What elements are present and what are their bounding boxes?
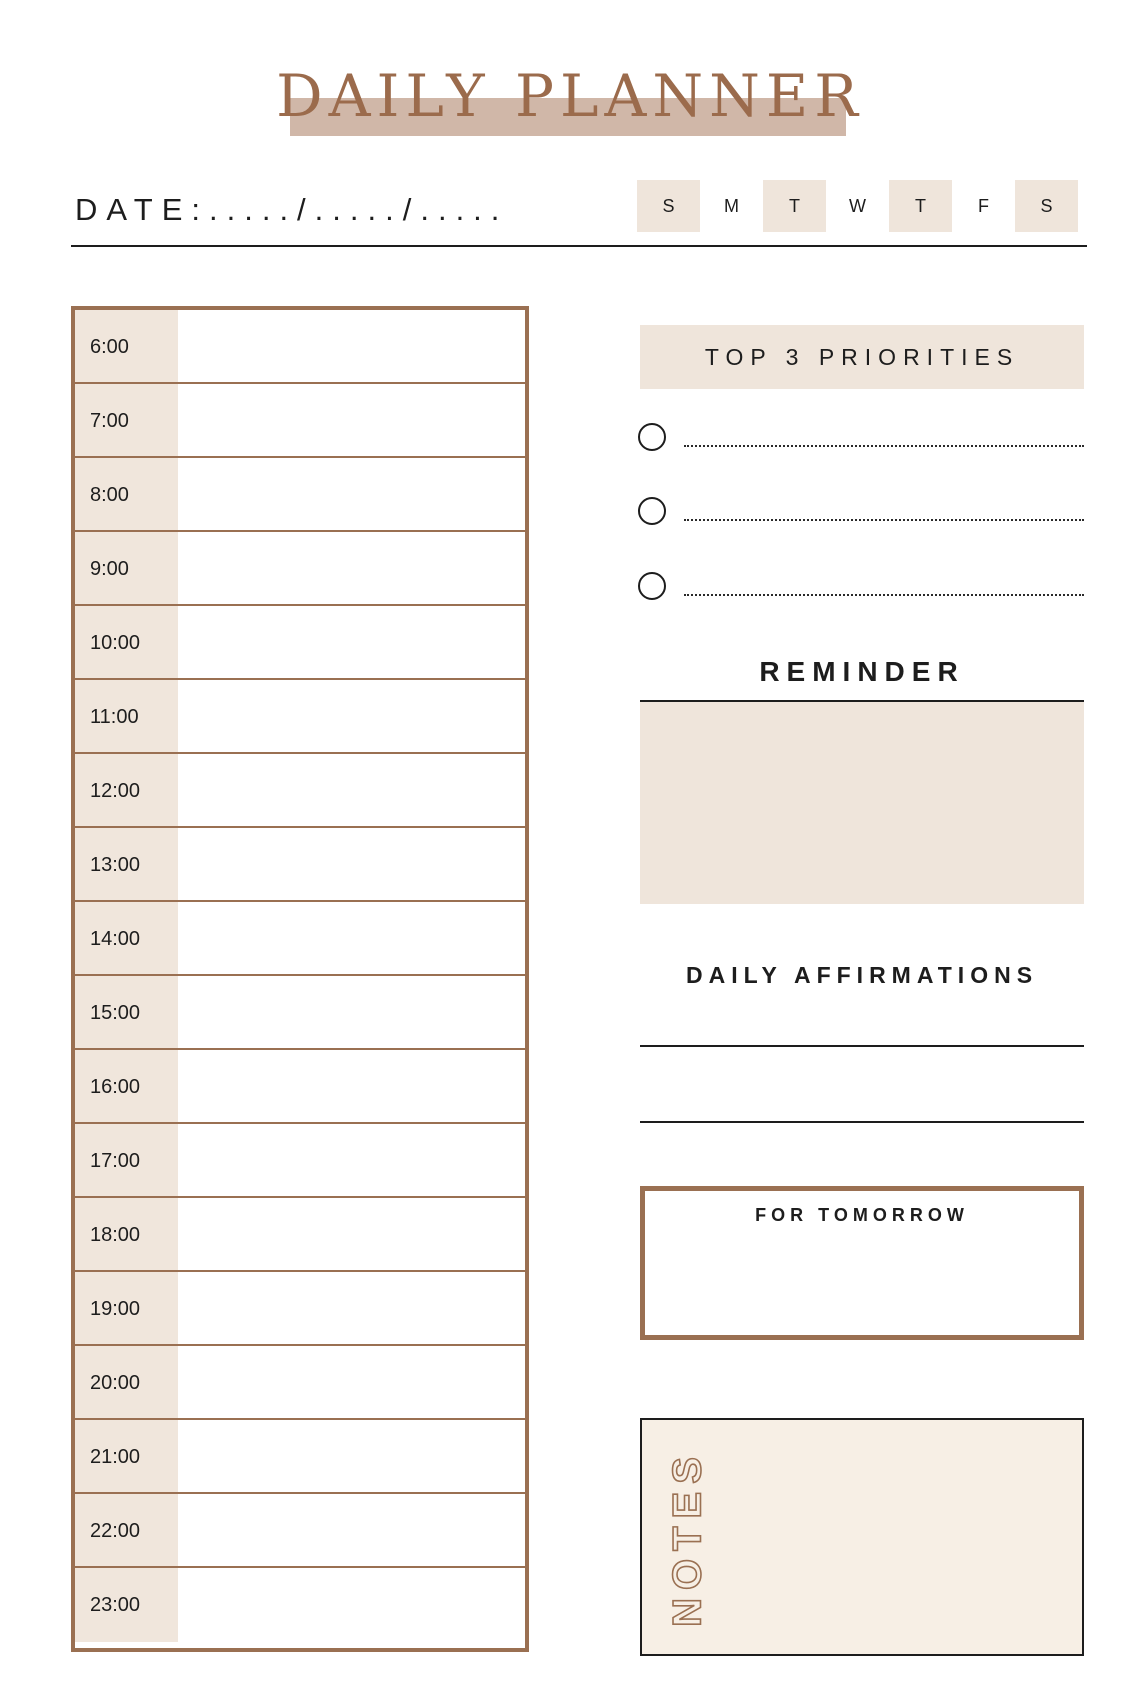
schedule-row (75, 976, 525, 1050)
schedule-row (75, 1494, 525, 1568)
schedule-time: 16:00 (75, 1050, 178, 1122)
schedule-row (75, 458, 525, 532)
schedule-time: 18:00 (75, 1198, 178, 1270)
schedule-entry-field[interactable] (178, 754, 525, 826)
notes-heading: NOTES (665, 1449, 710, 1627)
schedule-entry-field[interactable] (178, 1568, 525, 1642)
schedule-row (75, 532, 525, 606)
date-field[interactable]: DATE:...../...../..... (75, 192, 509, 227)
schedule-entry-field[interactable] (178, 1050, 525, 1122)
schedule-time: 11:00 (75, 680, 178, 752)
affirmations-heading: DAILY AFFIRMATIONS (685, 962, 1039, 988)
priority-checkbox[interactable] (638, 497, 666, 525)
priority-line[interactable] (684, 519, 1084, 521)
schedule-entry-field[interactable] (178, 1420, 525, 1492)
schedule-row (75, 1420, 525, 1494)
weekday-chip[interactable]: S (637, 180, 700, 232)
priority-checkbox[interactable] (638, 572, 666, 600)
reminder-heading: REMINDER (759, 656, 965, 687)
weekday-selector (637, 180, 1078, 232)
schedule-entry-field[interactable] (178, 310, 525, 382)
schedule-time: 22:00 (75, 1494, 178, 1566)
schedule-entry-field[interactable] (178, 1124, 525, 1196)
schedule-time: 14:00 (75, 902, 178, 974)
schedule-entry-field[interactable] (178, 458, 525, 530)
header-divider (71, 245, 1087, 247)
schedule-entry-field[interactable] (178, 1494, 525, 1566)
notes-box[interactable] (640, 1418, 1084, 1656)
schedule-time: 23:00 (75, 1568, 178, 1642)
priority-line[interactable] (684, 594, 1084, 596)
schedule-time: 15:00 (75, 976, 178, 1048)
schedule-row (75, 310, 525, 384)
schedule-time: 8:00 (75, 458, 178, 530)
schedule-entry-field[interactable] (178, 532, 525, 604)
weekday-chip[interactable]: T (763, 180, 826, 232)
priority-item (638, 572, 1084, 602)
weekday-chip[interactable]: W (849, 196, 866, 216)
schedule-row (75, 1198, 525, 1272)
schedule-time: 17:00 (75, 1124, 178, 1196)
schedule-row (75, 680, 525, 754)
schedule-entry-field[interactable] (178, 680, 525, 752)
page-title: DAILY PLANNER (276, 62, 864, 130)
weekday-chip[interactable]: M (724, 196, 739, 216)
schedule-row (75, 902, 525, 976)
for-tomorrow-box[interactable] (640, 1186, 1084, 1340)
schedule-time: 6:00 (75, 310, 178, 382)
affirmation-line[interactable] (640, 1121, 1084, 1123)
weekday-chip[interactable]: F (978, 196, 989, 216)
schedule-entry-field[interactable] (178, 902, 525, 974)
reminder-box[interactable] (640, 702, 1084, 904)
priority-item (638, 497, 1084, 527)
schedule-row (75, 1346, 525, 1420)
schedule-row (75, 1272, 525, 1346)
schedule-row (75, 606, 525, 680)
schedule-entry-field[interactable] (178, 1272, 525, 1344)
for-tomorrow-heading: FOR TOMORROW (755, 1205, 969, 1225)
priority-line[interactable] (684, 445, 1084, 447)
schedule-time: 21:00 (75, 1420, 178, 1492)
schedule-row (75, 754, 525, 828)
schedule-row (75, 828, 525, 902)
priority-item (638, 423, 1084, 453)
weekday-chip[interactable]: T (889, 180, 952, 232)
schedule-row (75, 384, 525, 458)
schedule-time: 7:00 (75, 384, 178, 456)
priority-checkbox[interactable] (638, 423, 666, 451)
schedule-time: 13:00 (75, 828, 178, 900)
page-header (0, 56, 1140, 146)
hourly-schedule (71, 306, 529, 1652)
priorities-heading: TOP 3 PRIORITIES (640, 325, 1084, 389)
schedule-time: 19:00 (75, 1272, 178, 1344)
schedule-row (75, 1568, 525, 1642)
schedule-entry-field[interactable] (178, 1198, 525, 1270)
schedule-entry-field[interactable] (178, 976, 525, 1048)
schedule-time: 9:00 (75, 532, 178, 604)
weekday-chip[interactable]: S (1015, 180, 1078, 232)
schedule-row (75, 1124, 525, 1198)
schedule-entry-field[interactable] (178, 1346, 525, 1418)
schedule-entry-field[interactable] (178, 828, 525, 900)
schedule-row (75, 1050, 525, 1124)
affirmation-line[interactable] (640, 1045, 1084, 1047)
schedule-entry-field[interactable] (178, 384, 525, 456)
schedule-time: 12:00 (75, 754, 178, 826)
schedule-entry-field[interactable] (178, 606, 525, 678)
schedule-time: 10:00 (75, 606, 178, 678)
schedule-time: 20:00 (75, 1346, 178, 1418)
